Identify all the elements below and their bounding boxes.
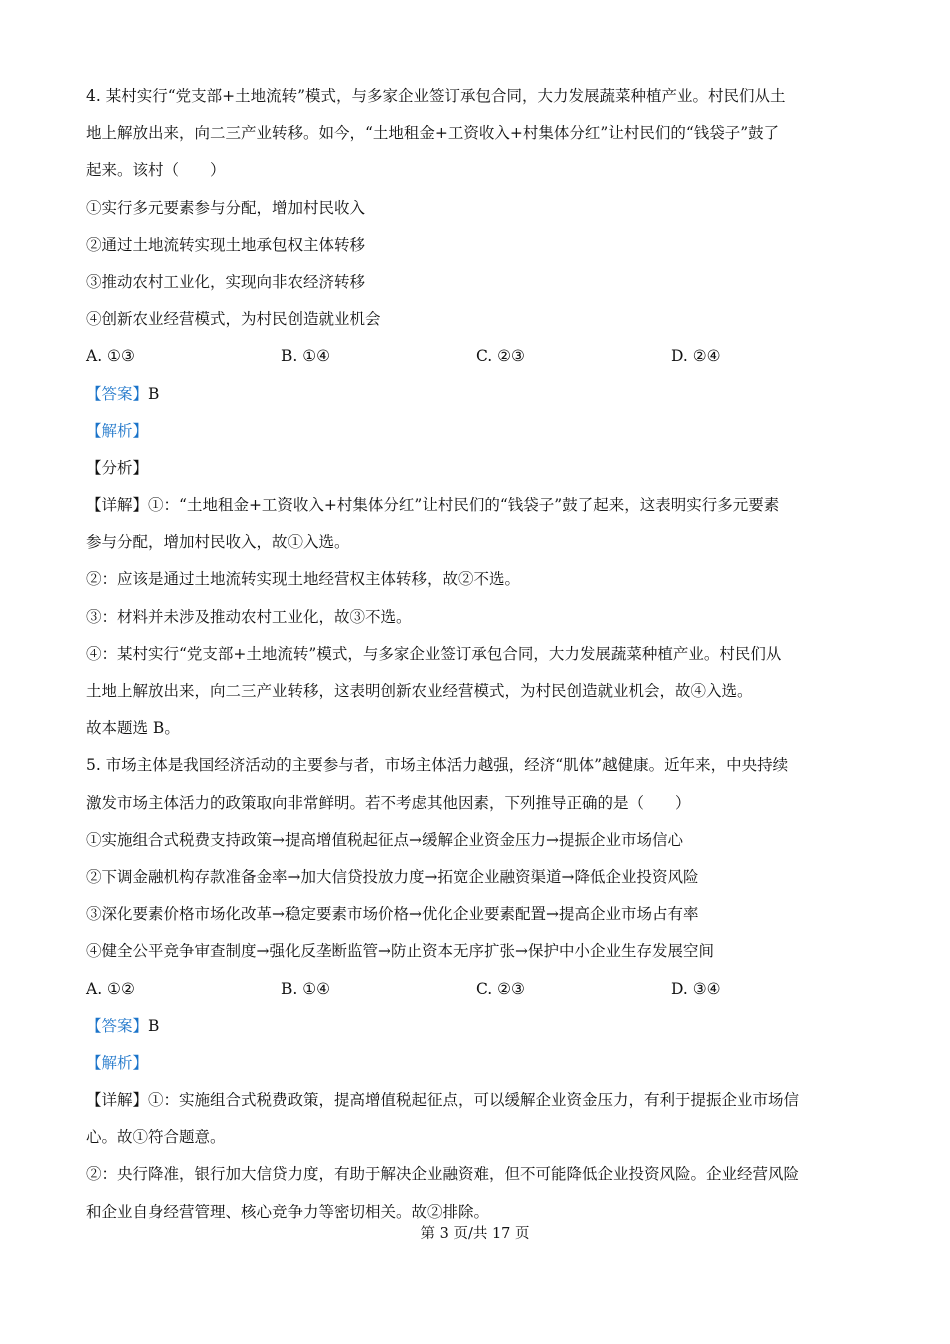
answer-options [86,338,866,375]
option-b: B. ①④ [281,979,331,998]
statement-item: ②通过土地流转实现土地承包权主体转移 [86,235,366,254]
detail-line [86,1082,866,1119]
answer-value: B [148,384,160,403]
answer-options [86,971,866,1008]
answer-tag: 【答案】 [86,384,149,403]
question-stem-line: 4. 某村实行“党支部+土地流转”模式，与多家企业签订承包合同，大力发展蔬菜种植产业。村民们从土 [86,87,786,105]
detail-tag: 【详解】 [86,496,149,515]
detail-text: ①：实施组合式税费政策，提高增值税起征点，可以缓解企业资金压力，有利于提振企业市场信 [148,1091,800,1110]
document-page [86,78,866,1231]
statement-item: ①实行多元要素参与分配，增加村民收入 [86,198,366,217]
fenxi-heading: 【分析】 [86,458,149,477]
answer-tag: 【答案】 [86,1016,149,1035]
statement-item: ③深化要素价格市场化改革→稳定要素市场价格→优化企业要素配置→提高企业市场占有率 [86,905,699,924]
page-footer: 第 3 页/共 17 页 [420,1226,530,1242]
detail-line: ④：某村实行“党支部+土地流转”模式，与多家企业签订承包合同，大力发展蔬菜种植产业。村民们从 [86,644,782,663]
detail-line: 心。故①符合题意。 [86,1128,226,1147]
detail-line: 和企业自身经营管理、核心竞争力等密切相关。故②排除。 [86,1202,490,1221]
option-c: C. ②③ [476,979,525,998]
analysis-tag: 【解析】 [86,1053,149,1072]
detail-line: 参与分配，增加村民收入，故①入选。 [86,533,350,552]
detail-line: ③：材料并未涉及推动农村工业化，故③不选。 [86,607,412,626]
detail-text: ①：“土地租金+工资收入+村集体分红”让村民们的“钱袋子”鼓了起来，这表明实行多元要素 [148,496,780,515]
statement-item: ①实施组合式税费支持政策→提高增值税起征点→缓解企业资金压力→提振企业市场信心 [86,830,683,849]
statement-item: ④健全公平竞争审查制度→强化反垄断监管→防止资本无序扩张→保护中小企业生存发展空间 [86,942,714,961]
detail-line: ②：应该是通过土地流转实现土地经营权主体转移，故②不选。 [86,570,521,589]
question-stem-line: 激发市场主体活力的政策取向非常鲜明。若不考虑其他因素，下列推导正确的是（ ） [86,793,691,812]
option-b: B. ①④ [281,347,331,366]
question-stem-line: 地上解放出来，向二三产业转移。如今，“土地租金+工资收入+村集体分红”让村民们的“钱袋子”鼓了 [86,124,780,143]
detail-line [86,487,866,524]
detail-line: ②：央行降准，银行加大信贷力度，有助于解决企业融资难，但不可能降低企业投资风险。企业经营风险 [86,1165,800,1184]
question-stem-line: 5. 市场主体是我国经济活动的主要参与者，市场主体活力越强，经济“肌体”越健康。近年来，中央持续 [86,756,789,775]
detail-line: 故本题选 B。 [86,719,180,738]
analysis-tag: 【解析】 [86,421,149,440]
detail-tag: 【详解】 [86,1091,149,1110]
option-a: A. ①② [86,979,135,998]
answer-line [86,376,866,413]
question-4 [86,78,866,747]
option-d: D. ②④ [671,347,721,366]
statement-item: ③推动农村工业化，实现向非农经济转移 [86,272,366,291]
question-stem-line: 起来。该村（ ） [86,161,226,180]
answer-line [86,1008,866,1045]
detail-line: 土地上解放出来，向二三产业转移，这表明创新农业经营模式，为村民创造就业机会，故④入选。 [86,682,753,700]
answer-value: B [148,1016,160,1035]
statement-item: ④创新农业经营模式，为村民创造就业机会 [86,310,381,329]
option-a: A. ①③ [86,347,135,366]
question-5 [86,747,866,1230]
statement-item: ②下调金融机构存款准备金率→加大信贷投放力度→拓宽企业融资渠道→降低企业投资风险 [86,867,699,886]
option-d: D. ③④ [671,979,721,998]
option-c: C. ②③ [476,347,525,366]
